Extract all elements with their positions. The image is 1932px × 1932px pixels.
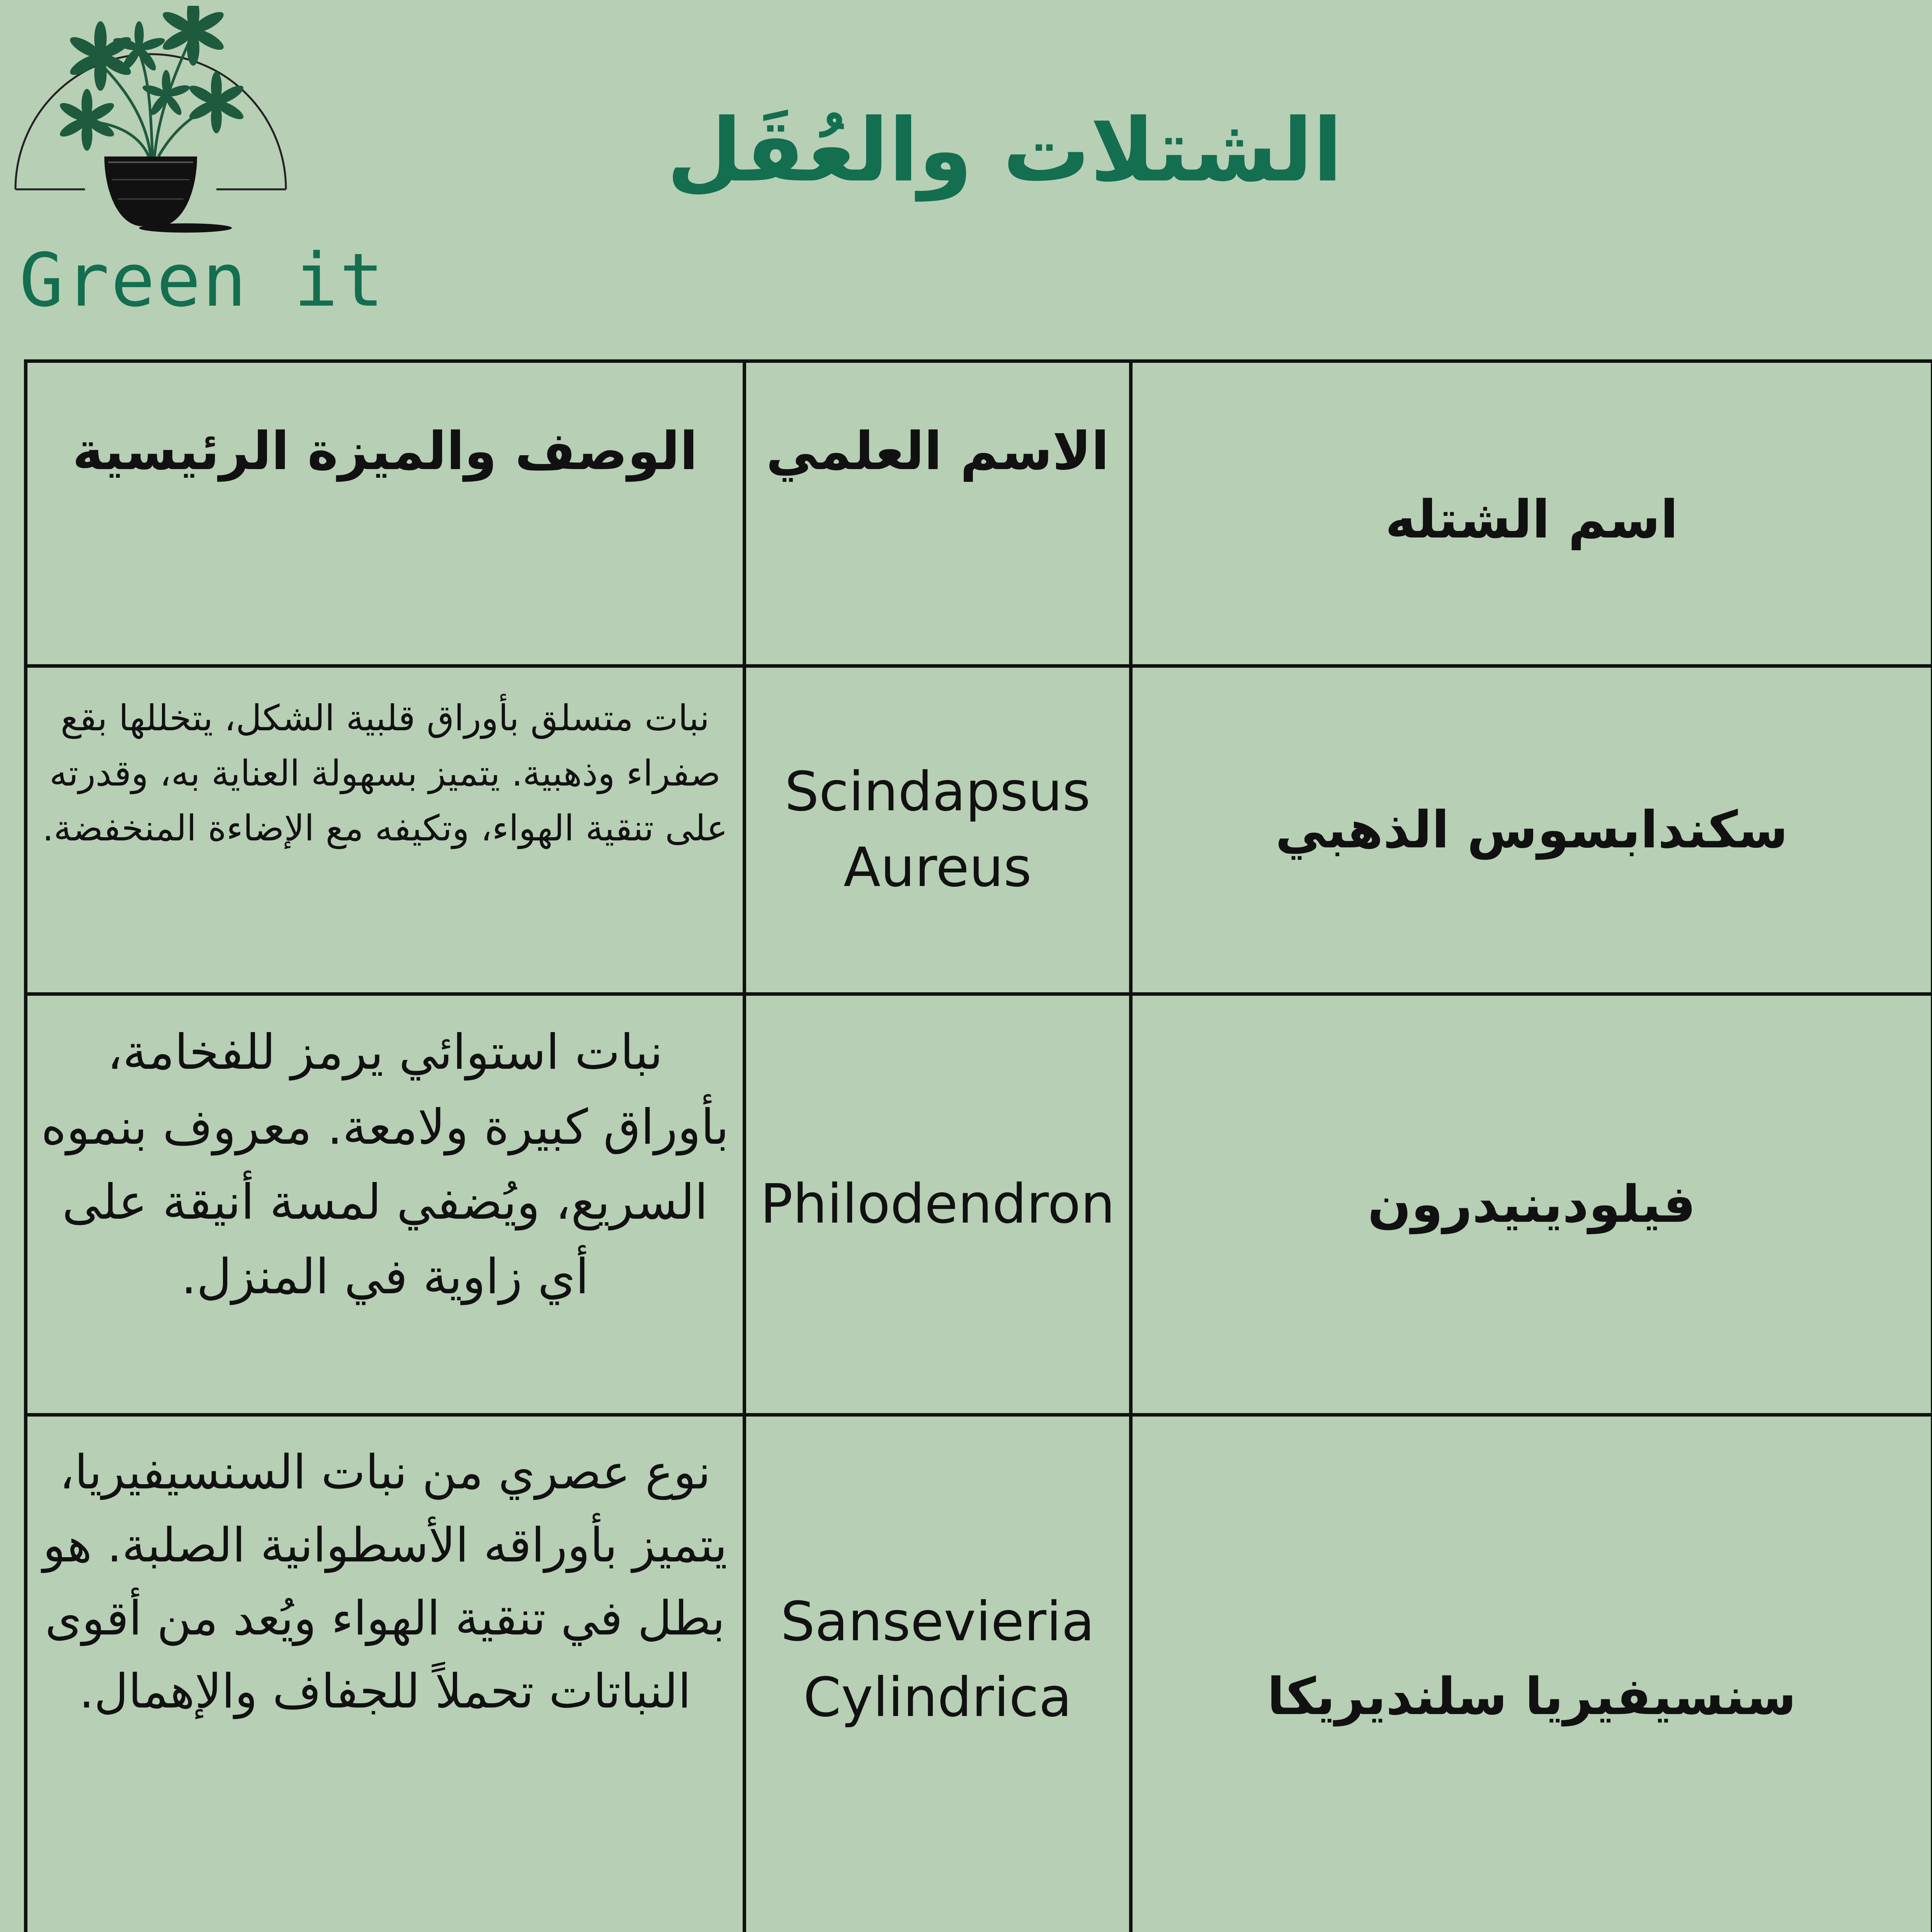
logo bbox=[12, 6, 386, 323]
plant-name-cell: فيلودينيدرون bbox=[1131, 994, 1932, 1415]
table-header-row bbox=[26, 361, 1932, 666]
scientific-name-cell: Philodendron bbox=[745, 994, 1131, 1415]
scientific-name-cell: Sansevieria Cylindrica bbox=[745, 1415, 1131, 1932]
header-description: الوصف والميزة الرئيسية bbox=[26, 361, 745, 666]
plant-name-cell: سنسيفيريا سلنديريكا bbox=[1131, 1415, 1932, 1932]
description-cell: نبات استوائي يرمز للفخامة، بأوراق كبيرة ولامعة. معروف بنموه السريع، ويُضفي لمسة أنيقة على أي زاوية في المنزل. bbox=[26, 994, 745, 1415]
plants-table bbox=[24, 359, 1932, 1932]
description-cell: نبات متسلق بأوراق قلبية الشكل، يتخللها بقع صفراء وذهبية. يتميز بسهولة العناية به، وقدرته على تنقية الهواء، وتكيفه مع الإضاءة المنخفضة. bbox=[26, 666, 745, 994]
table-row bbox=[26, 994, 1932, 1415]
brand-name: Green it bbox=[19, 238, 386, 323]
scientific-name-cell: Scindapsus Aureus bbox=[745, 666, 1131, 994]
plant-name-cell: سكندابسوس الذهبي bbox=[1131, 666, 1932, 994]
table-row bbox=[26, 1415, 1932, 1932]
potted-plant-icon bbox=[12, 6, 290, 245]
header-plant-name: اسم الشتله bbox=[1131, 361, 1932, 666]
description-cell: نوع عصري من نبات السنسيفيريا، يتميز بأوراقه الأسطوانية الصلبة. هو بطل في تنقية الهواء ويُعد من أقوى النباتات تحملاً للجفاف والإهمال. bbox=[26, 1415, 745, 1932]
header-scientific-name: الاسم العلمي bbox=[745, 361, 1131, 666]
table-row bbox=[26, 666, 1932, 994]
page-title: الشتلات والعُقَل bbox=[667, 100, 1343, 201]
